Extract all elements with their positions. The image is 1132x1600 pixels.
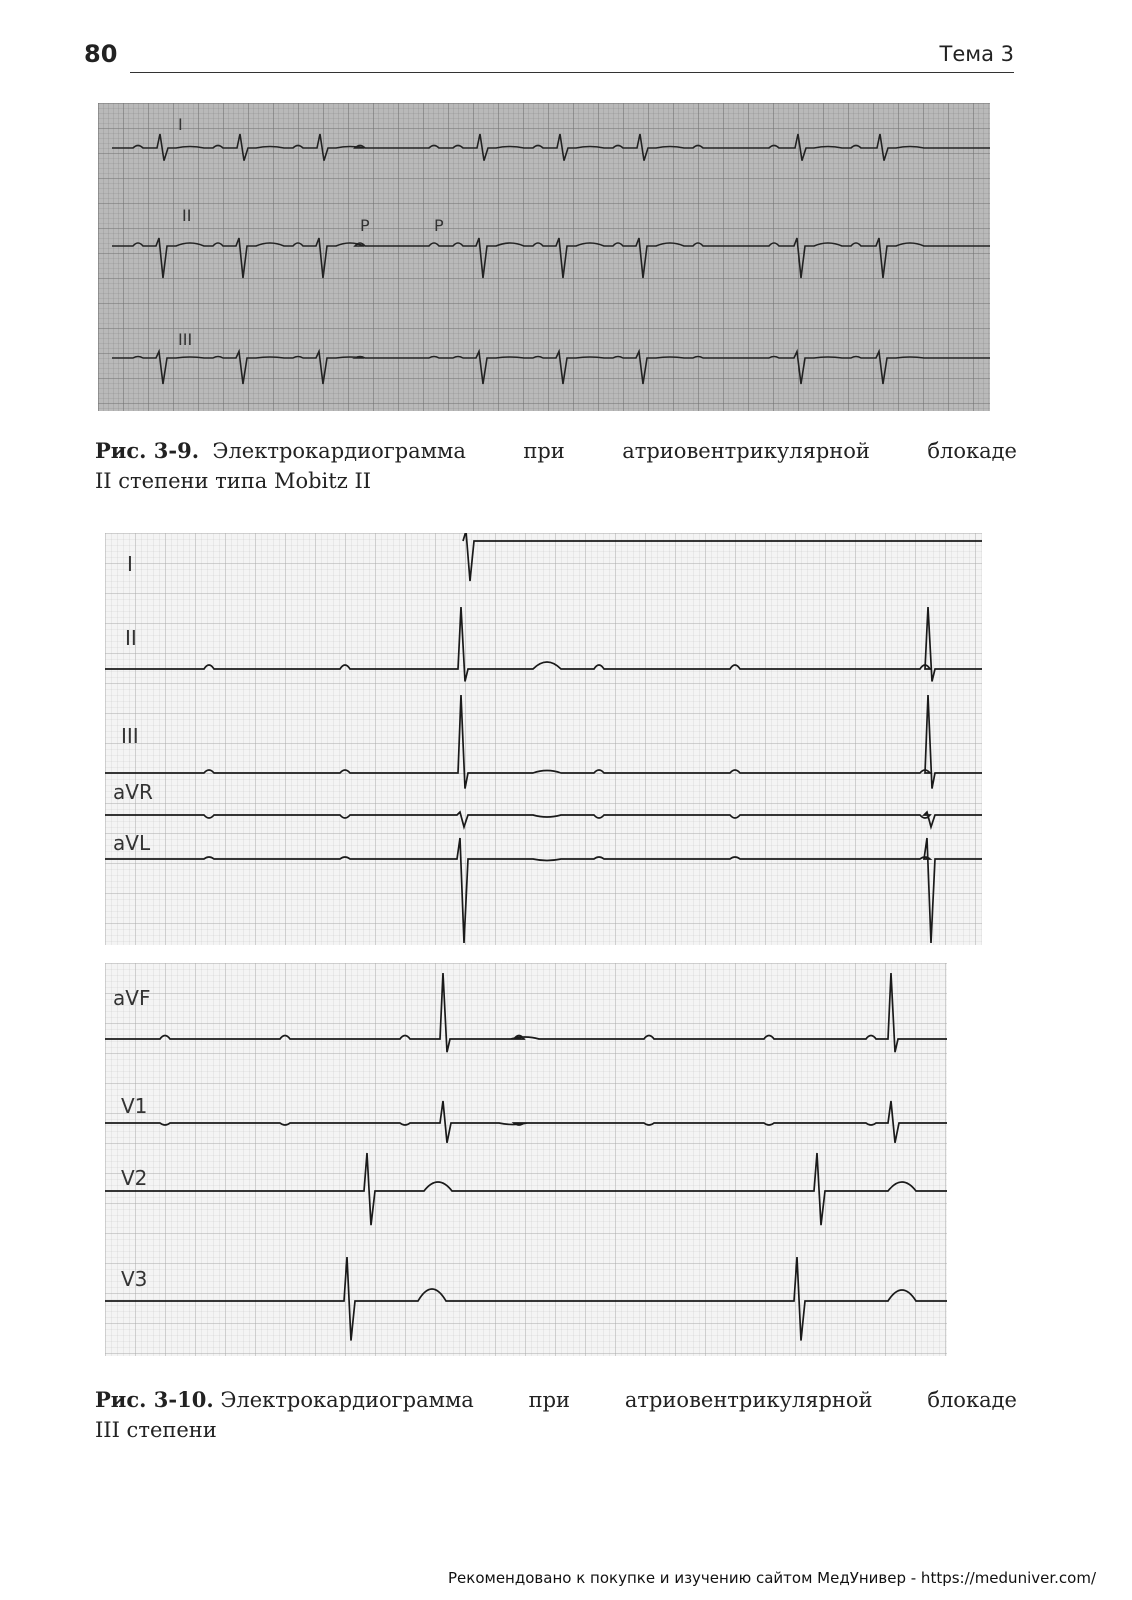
lead-label-V1: V1 <box>121 1094 148 1118</box>
p-wave-marker: P <box>360 216 370 235</box>
caption-label: Рис. 3-9. <box>95 438 200 463</box>
lead-label-aVL: aVL <box>113 831 151 855</box>
caption-label: Рис. 3-10. <box>95 1387 214 1412</box>
ecg-figure-3-10-chest-leads <box>105 963 947 1356</box>
caption-word: Электрокардиограмма <box>212 439 466 463</box>
lead-label-aVF: aVF <box>113 986 151 1010</box>
lead-label-I: I <box>178 115 183 134</box>
figure-3-10-caption <box>95 1385 1017 1445</box>
caption-word: атриовентрикулярной <box>622 439 870 463</box>
ecg-figure-3-9 <box>98 103 990 411</box>
caption-word: при <box>528 1388 571 1412</box>
lead-label-V2: V2 <box>121 1166 148 1190</box>
p-wave-marker: P <box>434 216 444 235</box>
lead-label-I: I <box>127 552 133 576</box>
caption-word: Электрокардиограмма <box>220 1388 474 1412</box>
ecg-figure-3-10-limb-leads <box>105 533 982 945</box>
caption-line: III степени <box>95 1418 217 1442</box>
footer-note: Рекомендовано к покупке и изучению сайтом МедУнивер - https://meduniver.com/ <box>448 1569 1096 1587</box>
lead-label-V3: V3 <box>121 1267 148 1291</box>
lead-label-III: III <box>178 330 193 349</box>
caption-word: блокаде <box>927 439 1017 463</box>
caption-word: блокаде <box>927 1388 1017 1412</box>
figure-3-9-caption <box>95 436 1017 496</box>
header-rule <box>130 72 1014 73</box>
lead-label-II: II <box>125 626 137 650</box>
page-number: 80 <box>84 40 118 68</box>
section-title: Тема 3 <box>939 42 1014 66</box>
lead-label-aVR: aVR <box>113 780 153 804</box>
caption-word: атриовентрикулярной <box>624 1388 873 1412</box>
lead-label-III: III <box>121 724 139 748</box>
caption-line: II степени типа Mobitz II <box>95 469 372 493</box>
caption-word: при <box>523 439 565 463</box>
lead-label-II: II <box>182 206 192 225</box>
